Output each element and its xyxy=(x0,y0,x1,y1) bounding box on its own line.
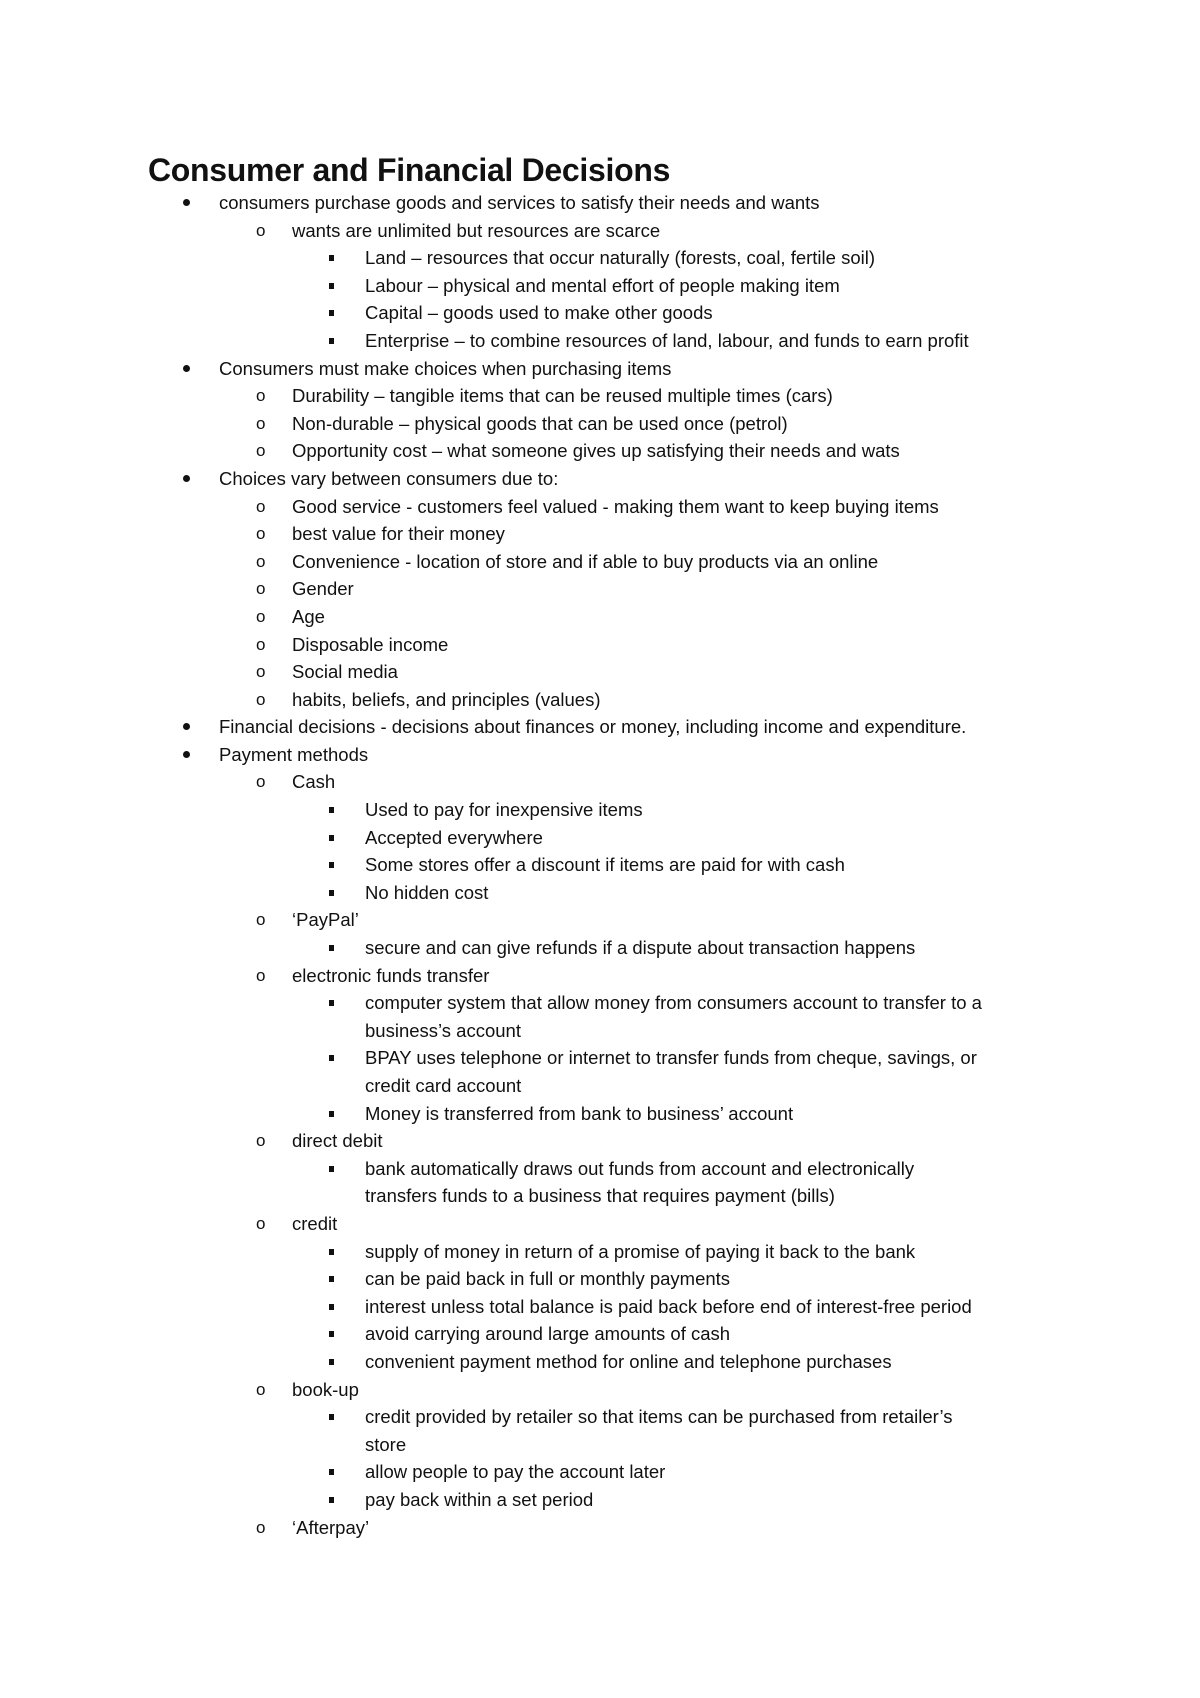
bullet-circle-icon: o xyxy=(256,1213,266,1233)
bullet-circle-icon: o xyxy=(256,772,266,792)
list-item xyxy=(0,741,1200,769)
bullet-square-icon xyxy=(329,862,334,868)
list-item-text: Used to pay for inexpensive items xyxy=(365,799,643,821)
list-item xyxy=(0,1100,1200,1128)
list-item-text: Financial decisions - decisions about finances or money, including income and expenditure. xyxy=(219,716,967,738)
list-item-text: Some stores offer a discount if items are paid for with cash xyxy=(365,854,845,876)
list-item-text: Choices vary between consumers due to: xyxy=(219,467,559,489)
list-item-text: Durability – tangible items that can be reused multiple times (cars) xyxy=(292,385,833,407)
list-item xyxy=(0,1210,1200,1238)
list-item xyxy=(0,1348,1200,1376)
page-title: Consumer and Financial Decisions xyxy=(148,152,671,188)
list-item xyxy=(0,989,1200,1017)
list-item xyxy=(0,217,1200,245)
bullet-square-icon xyxy=(329,1304,334,1310)
list-item xyxy=(0,355,1200,383)
list-item xyxy=(0,603,1200,631)
bullet-dot-icon xyxy=(183,751,190,758)
list-item-text: Land – resources that occur naturally (forests, coal, fertile soil) xyxy=(365,247,876,269)
list-item-text: No hidden cost xyxy=(365,881,489,903)
bullet-square-icon xyxy=(329,255,334,261)
list-item xyxy=(0,1486,1200,1514)
list-item xyxy=(0,851,1200,879)
bullet-circle-icon: o xyxy=(256,551,266,571)
bullet-square-icon xyxy=(329,945,334,951)
list-item xyxy=(0,906,1200,934)
bullet-circle-icon: o xyxy=(256,606,266,626)
bullet-dot-icon xyxy=(183,199,190,206)
list-item xyxy=(0,1017,1200,1045)
list-item-text: book-up xyxy=(292,1378,359,1400)
list-item xyxy=(0,465,1200,493)
list-item-text: consumers purchase goods and services to satisfy their needs and wants xyxy=(219,192,820,213)
list-item-text: bank automatically draws out funds from account and electronically xyxy=(365,1157,915,1179)
bullet-circle-icon: o xyxy=(256,441,266,461)
list-item xyxy=(0,1458,1200,1486)
list-item xyxy=(0,1182,1200,1210)
list-item xyxy=(0,1265,1200,1293)
list-item-text: electronic funds transfer xyxy=(292,964,490,986)
bullet-square-icon xyxy=(329,1000,334,1006)
bullet-square-icon xyxy=(329,1249,334,1255)
list-item-text: Opportunity cost – what someone gives up satisfying their needs and wats xyxy=(292,440,900,462)
list-item-text: Consumers must make choices when purchasing items xyxy=(219,357,672,379)
list-item-text: Gender xyxy=(292,578,354,600)
bullet-square-icon xyxy=(329,1055,334,1061)
list-item-text: secure and can give refunds if a dispute about transaction happens xyxy=(365,937,916,959)
list-item xyxy=(0,1376,1200,1404)
bullet-circle-icon: o xyxy=(256,910,266,930)
bullet-circle-icon: o xyxy=(256,662,266,682)
list-item-text: credit card account xyxy=(365,1075,522,1096)
bullet-square-icon xyxy=(329,283,334,289)
list-item-text: can be paid back in full or monthly payments xyxy=(365,1268,731,1290)
list-item xyxy=(0,575,1200,603)
bullet-square-icon xyxy=(329,890,334,896)
list-item xyxy=(0,272,1200,300)
list-item xyxy=(0,934,1200,962)
list-item-text: Disposable income xyxy=(292,633,449,655)
bullet-circle-icon: o xyxy=(256,579,266,599)
list-item xyxy=(0,520,1200,548)
list-item-text: Enterprise – to combine resources of land, labour, and funds to earn profit xyxy=(365,329,969,351)
list-item-text: Money is transferred from bank to business’ account xyxy=(365,1102,794,1124)
bullet-square-icon xyxy=(329,1166,334,1172)
list-item-text: Age xyxy=(292,605,325,627)
list-item-text: wants are unlimited but resources are scarce xyxy=(292,219,661,241)
list-item-text: ‘Afterpay’ xyxy=(292,1516,370,1538)
bullet-circle-icon: o xyxy=(256,496,266,516)
list-item xyxy=(0,879,1200,907)
list-item xyxy=(0,493,1200,521)
bullet-square-icon xyxy=(329,1111,334,1117)
bullet-circle-icon: o xyxy=(256,524,266,544)
list-item-text: ‘PayPal’ xyxy=(292,909,359,931)
list-item-text: credit provided by retailer so that items can be purchased from retailer’s xyxy=(365,1406,953,1428)
list-item xyxy=(0,1431,1200,1459)
bullet-square-icon xyxy=(329,1497,334,1503)
bullet-square-icon xyxy=(329,835,334,841)
list-item-text: BPAY uses telephone or internet to transfer funds from cheque, savings, or xyxy=(365,1047,977,1069)
list-item-text: Labour – physical and mental effort of people making item xyxy=(365,274,840,296)
list-item xyxy=(0,1044,1200,1072)
list-item xyxy=(0,189,1200,217)
list-item xyxy=(0,1403,1200,1431)
bullet-square-icon xyxy=(329,807,334,813)
bullet-square-icon xyxy=(329,310,334,316)
list-item xyxy=(0,1320,1200,1348)
list-item-text: transfers funds to a business that requires payment (bills) xyxy=(365,1185,835,1207)
bullet-square-icon xyxy=(329,1469,334,1475)
bullet-circle-icon: o xyxy=(256,386,266,406)
bullet-circle-icon: o xyxy=(256,689,266,709)
list-item-text: Good service - customers feel valued - making them want to keep buying items xyxy=(292,495,939,517)
list-item xyxy=(0,244,1200,272)
list-item-text: business’s account xyxy=(365,1019,521,1041)
bullet-circle-icon: o xyxy=(256,1517,266,1537)
list-item-text: credit xyxy=(292,1212,338,1234)
list-item-text: store xyxy=(365,1433,407,1455)
list-item-text: convenient payment method for online and telephone purchases xyxy=(365,1350,892,1372)
list-item-text: Cash xyxy=(292,771,336,793)
list-item-text: pay back within a set period xyxy=(365,1488,594,1510)
list-item-text: Convenience - location of store and if able to buy products via an online xyxy=(292,550,879,572)
list-item-text: interest unless total balance is paid back before end of interest-free period xyxy=(365,1295,972,1317)
list-item xyxy=(0,548,1200,576)
bullet-dot-icon xyxy=(183,365,190,372)
list-item xyxy=(0,686,1200,714)
bullet-circle-icon: o xyxy=(256,1131,266,1151)
list-item xyxy=(0,299,1200,327)
bullet-circle-icon: o xyxy=(256,220,266,240)
list-item-text: computer system that allow money from consumers account to transfer to a xyxy=(365,992,982,1014)
bullet-circle-icon: o xyxy=(256,634,266,654)
list-item-text: Social media xyxy=(292,661,398,683)
list-item xyxy=(0,631,1200,659)
list-item xyxy=(0,1127,1200,1155)
bullet-square-icon xyxy=(329,338,334,344)
list-item xyxy=(0,327,1200,355)
bullet-square-icon xyxy=(329,1331,334,1337)
list-item xyxy=(0,962,1200,990)
list-item-text: Payment methods xyxy=(219,743,369,765)
list-item xyxy=(0,1514,1200,1542)
list-item-text: habits, beliefs, and principles (values) xyxy=(292,688,601,710)
list-item xyxy=(0,1293,1200,1321)
list-item-text: Non-durable – physical goods that can be used once (petrol) xyxy=(292,412,788,434)
list-item xyxy=(0,768,1200,796)
bullet-list xyxy=(0,189,1200,1541)
bullet-dot-icon xyxy=(183,475,190,482)
list-item xyxy=(0,382,1200,410)
list-item-text: supply of money in return of a promise of paying it back to the bank xyxy=(365,1240,916,1262)
list-item-text: Capital – goods used to make other goods xyxy=(365,302,713,324)
list-item xyxy=(0,410,1200,438)
list-item-text: Accepted everywhere xyxy=(365,826,543,848)
list-item xyxy=(0,796,1200,824)
bullet-square-icon xyxy=(329,1359,334,1365)
bullet-circle-icon: o xyxy=(256,965,266,985)
list-item-text: best value for their money xyxy=(292,523,505,545)
bullet-dot-icon xyxy=(183,723,190,730)
list-item xyxy=(0,437,1200,465)
bullet-square-icon xyxy=(329,1276,334,1282)
list-item-text: allow people to pay the account later xyxy=(365,1461,666,1483)
list-item-text: avoid carrying around large amounts of cash xyxy=(365,1323,731,1345)
list-item xyxy=(0,824,1200,852)
list-item xyxy=(0,713,1200,741)
list-item xyxy=(0,658,1200,686)
list-item xyxy=(0,1238,1200,1266)
list-item xyxy=(0,1072,1200,1100)
list-item xyxy=(0,1155,1200,1183)
list-item-text: direct debit xyxy=(292,1130,383,1152)
bullet-circle-icon: o xyxy=(256,413,266,433)
bullet-circle-icon: o xyxy=(256,1379,266,1399)
bullet-square-icon xyxy=(329,1414,334,1420)
